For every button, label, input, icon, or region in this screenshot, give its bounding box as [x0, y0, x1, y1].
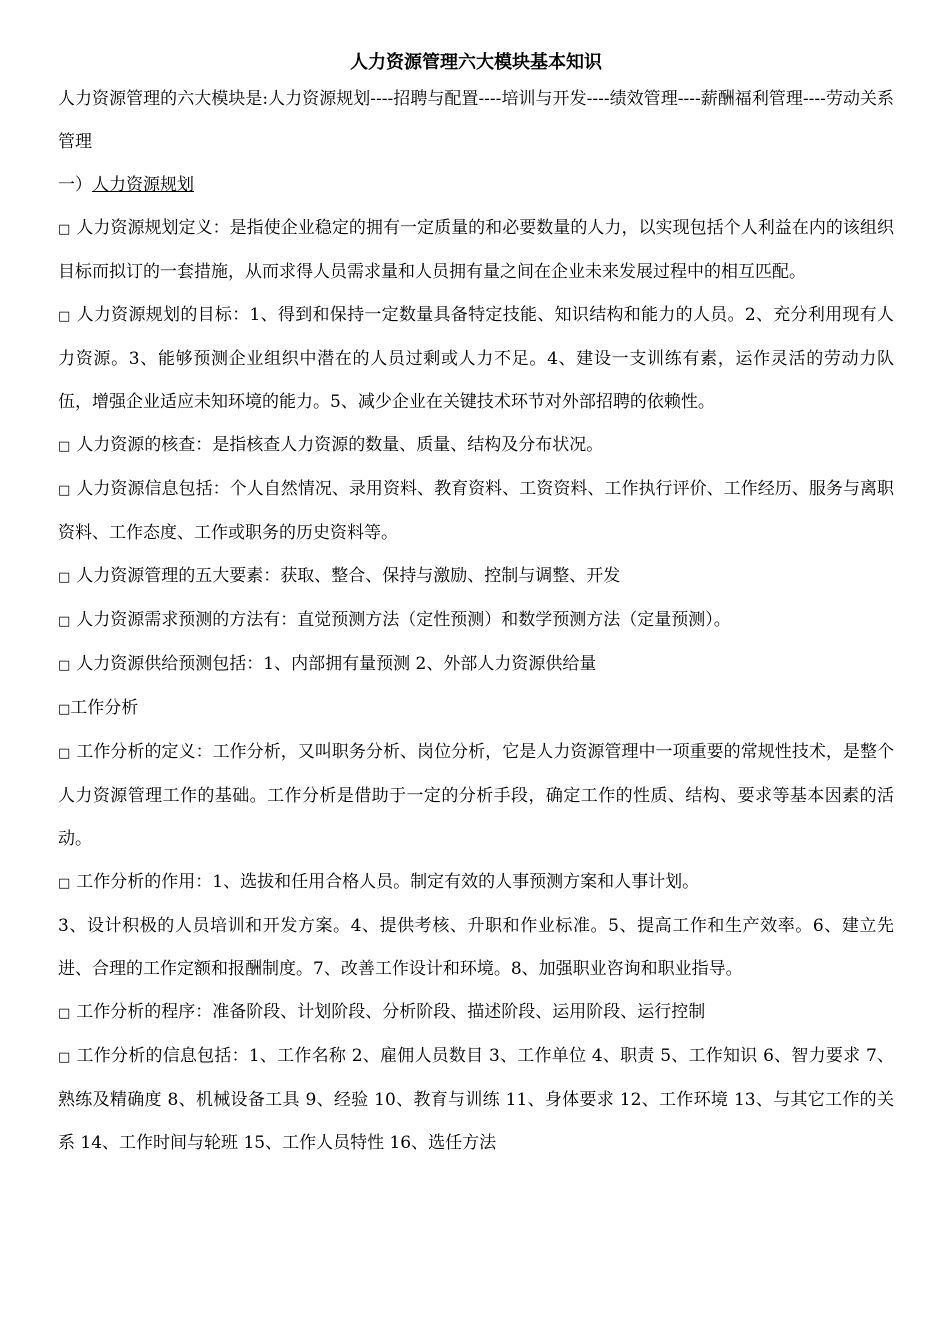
list-item	[58, 599, 894, 643]
list-item	[58, 294, 894, 424]
list-item-text: 工作分析的作用：1、选拔和任用合格人员。制定有效的人事预测方案和人事计划。	[76, 872, 700, 892]
section-title: 人力资源规划	[92, 175, 194, 195]
job-analysis-heading	[58, 687, 894, 731]
bullet-checkbox-icon: □	[58, 1050, 71, 1065]
bullet-checkbox-icon: □	[58, 876, 71, 891]
list-item-text: 人力资源需求预测的方法有：直觉预测方法（定性预测）和数学预测方法（定量预测）。	[76, 610, 731, 630]
list-item-text: 人力资源规划的目标：1、得到和保持一定数量具备特定技能、知识结构和能力的人员。2、充分利用现有人力资源。3、能够预测企业组织中潜在的人员过剩或人力不足。4、建设一支训练有素，运作灵活的劳动力队伍，增强企业适应未知环境的能力。5、减少企业在关键技术环节对外部招聘的依赖性。	[58, 305, 894, 412]
list-item	[58, 424, 894, 468]
bullet-checkbox-icon: □	[58, 439, 71, 454]
list-item	[58, 643, 894, 687]
bullet-checkbox-icon: □	[58, 702, 71, 717]
list-item	[58, 555, 894, 599]
section-heading	[58, 164, 894, 207]
document-title: 人力资源管理六大模块基本知识	[350, 52, 602, 73]
continuation-paragraph: 3、设计积极的人员培训和开发方案。4、提供考核、升职和作业标准。5、提高工作和生产效率。6、建立先进、合理的工作定额和报酬制度。7、改善工作设计和环境。8、加强职业咨询和职业指导。	[58, 916, 894, 979]
bullet-checkbox-icon: □	[58, 222, 71, 237]
list-item-text: 工作分析的信息包括：1、工作名称 2、雇佣人员数目 3、工作单位 4、职责 5、工作知识 6、智力要求 7、熟练及精确度 8、机械设备工具 9、经验 10、教育与训练 11、身体要求 12、工作环境 13、与其它工作的关系 14、工作时间与轮班 15、工作人员特性 16、选任方法	[58, 1046, 894, 1153]
bullet-checkbox-icon: □	[58, 483, 71, 498]
list-item-text: 人力资源规划定义：是指使企业稳定的拥有一定质量的和必要数量的人力，以实现包括个人利益在内的该组织目标而拟订的一套措施，从而求得人员需求量和人员拥有量之间在企业未来发展过程中的相互匹配。	[58, 218, 894, 282]
list-item	[58, 207, 894, 294]
list-item-text: 人力资源的核查：是指核查人力资源的数量、质量、结构及分布状况。	[76, 435, 604, 455]
list-item	[58, 1035, 894, 1165]
list-item	[58, 991, 894, 1035]
bullet-checkbox-icon: □	[58, 1006, 71, 1021]
document-page	[58, 48, 894, 1165]
list-item-text: 人力资源管理的五大要素：获取、整合、保持与激励、控制与调整、开发	[76, 566, 621, 586]
list-item-text: 工作分析的程序：准备阶段、计划阶段、分析阶段、描述阶段、运用阶段、运行控制	[76, 1002, 706, 1022]
bullet-checkbox-icon: □	[58, 309, 71, 324]
section-number: 一）	[58, 175, 92, 195]
list-item-text: 人力资源供给预测包括：1、内部拥有量预测 2、外部人力资源供给量	[76, 654, 597, 674]
bullet-checkbox-icon: □	[58, 570, 71, 585]
list-item-text: 工作分析的定义：工作分析，又叫职务分析、岗位分析，它是人力资源管理中一项重要的常规性技术，是整个人力资源管理工作的基础。工作分析是借助于一定的分析手段，确定工作的性质、结构、要求等基本因素的活动。	[58, 742, 894, 849]
list-item	[58, 861, 894, 905]
intro-paragraph: 人力资源管理的六大模块是:人力资源规划----招聘与配置----培训与开发----绩效管理----薪酬福利管理----劳动关系管理	[58, 89, 894, 152]
bullet-checkbox-icon: □	[58, 658, 71, 673]
bullet-checkbox-icon: □	[58, 614, 71, 629]
list-item-text: 人力资源信息包括：个人自然情况、录用资料、教育资料、工资资料、工作执行评价、工作经历、服务与离职资料、工作态度、工作或职务的历史资料等。	[58, 479, 894, 543]
job-analysis-heading-text: 工作分析	[70, 698, 139, 718]
list-item	[58, 731, 894, 861]
list-item	[58, 468, 894, 555]
bullet-checkbox-icon: □	[58, 746, 71, 761]
